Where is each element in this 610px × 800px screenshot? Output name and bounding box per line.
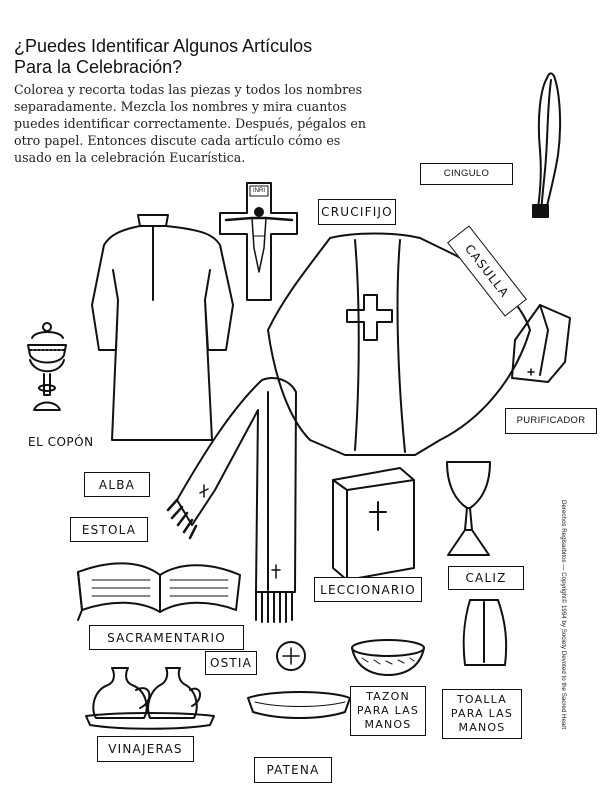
tazon-bowl-icon	[352, 640, 424, 675]
toalla-towel-icon	[464, 600, 507, 665]
label-leccionario: LECCIONARIO	[314, 577, 422, 602]
leccionario-book-icon	[333, 468, 414, 580]
label-tazon-para-las-manos	[350, 686, 426, 736]
vinajeras-cruets-icon	[86, 668, 214, 729]
label-line: PARA LAS	[356, 704, 420, 717]
crucifix-inscription: INRI	[253, 188, 265, 194]
purificador-cloth-icon	[512, 305, 570, 382]
label-ostia: OSTIA	[205, 651, 257, 675]
label-line: MANOS	[458, 721, 506, 734]
estola-stole-icon	[168, 378, 296, 622]
title-line-2: Para la Celebración?	[14, 57, 183, 77]
label-purificador: PURIFICADOR	[505, 408, 597, 434]
instructions-line: usado en la celebración Eucarística.	[14, 150, 246, 165]
alba-robe-icon	[92, 215, 233, 440]
instructions-line: otro papel. Entonces discute cada artículo cómo es	[14, 133, 341, 148]
instructions-line: puedes identificar correctamente. Después, pégalos en	[14, 116, 366, 131]
label-cingulo: CINGULO	[420, 163, 513, 185]
label-vinajeras: VINAJERAS	[97, 736, 194, 762]
label-copon: EL COPÓN	[28, 435, 94, 449]
ostia-host-icon	[277, 642, 305, 670]
label-line: TOALLA	[457, 693, 507, 706]
title-line-1: ¿Puedes Identificar Algunos Artículos	[14, 36, 313, 56]
label-patena: PATENA	[254, 757, 332, 783]
sacramentario-book-icon	[78, 563, 240, 620]
label-toalla-para-las-manos	[442, 689, 522, 739]
crucifix-icon	[220, 183, 297, 300]
label-sacramentario: SACRAMENTARIO	[89, 625, 244, 650]
caliz-chalice-icon	[447, 462, 490, 555]
label-line: TAZON	[366, 690, 410, 703]
cingulo-cord-icon	[533, 73, 560, 217]
copyright-notice: Derechos Reglsarbitos — Copyright© 1994 by Society Devoted to the Sacred Heart	[560, 500, 567, 730]
label-alba: ALBA	[84, 472, 150, 497]
instructions-line: Colorea y recorta todas las piezas y todos los nombres	[14, 82, 363, 97]
label-caliz: CALIZ	[448, 566, 524, 590]
patena-paten-icon	[248, 692, 350, 718]
copon-ciborium-icon	[28, 323, 66, 410]
instructions-line: separadamente. Mezcla los nombres y mira cuantos	[14, 99, 347, 114]
label-estola: ESTOLA	[70, 517, 148, 542]
label-line: PARA LAS	[450, 707, 514, 720]
label-line: MANOS	[364, 718, 412, 731]
label-crucifijo: CRUCIFIJO	[318, 199, 396, 225]
label-casulla: CASULLA	[447, 225, 527, 316]
